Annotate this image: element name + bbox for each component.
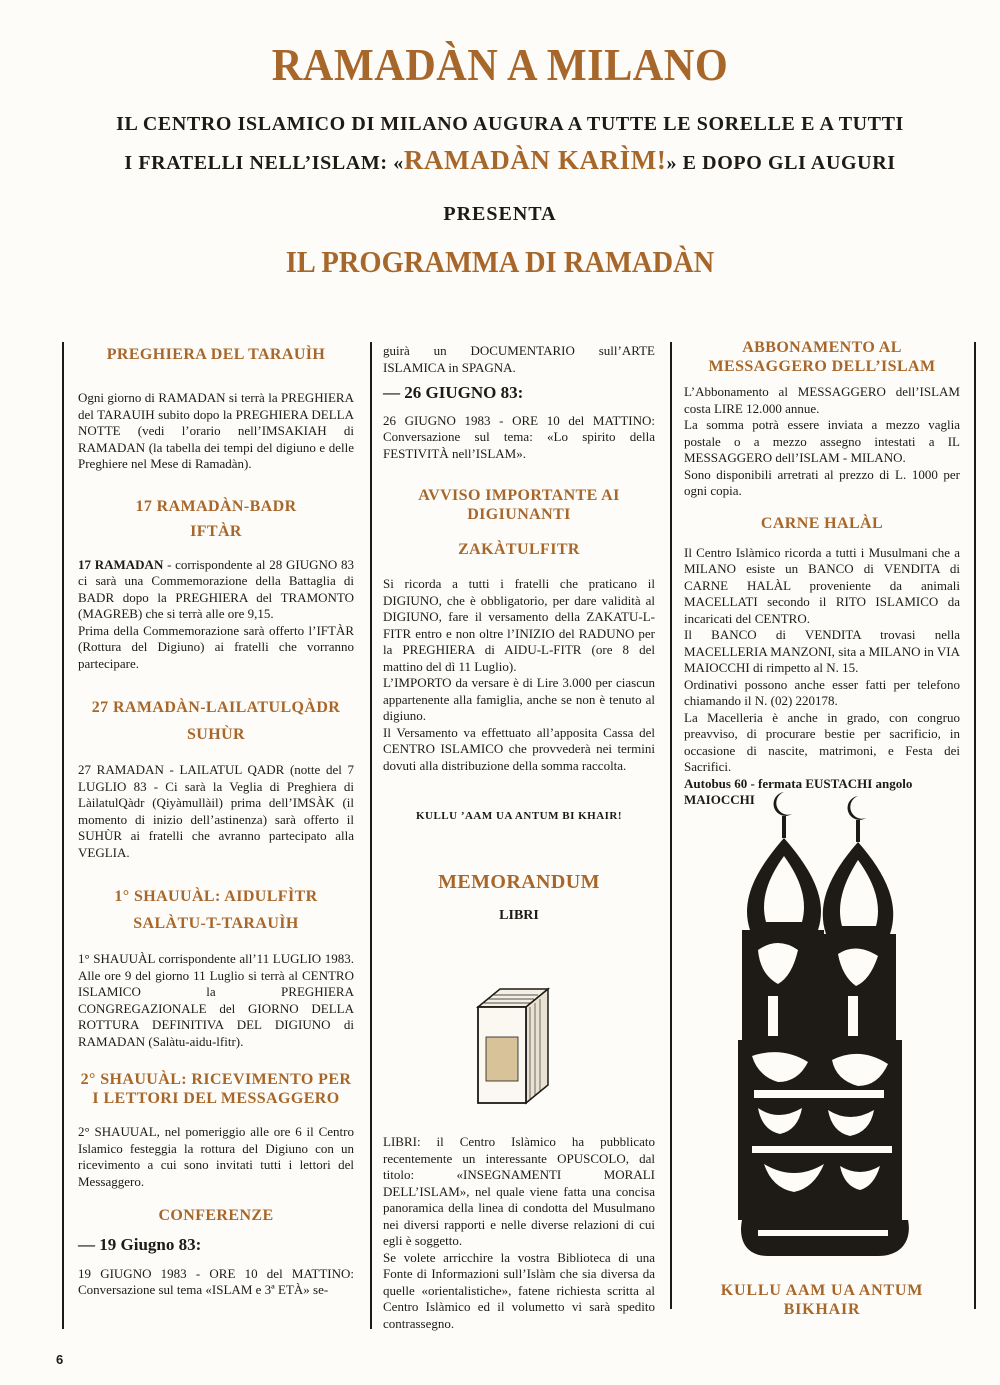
kullu-aam-note: KULLU ’AAM UA ANTUM BI KHAIR! [415, 810, 623, 822]
column-3 [684, 338, 960, 809]
calligraphy-caption: KULLU AAM UA ANTUM BIKHAIR [720, 1282, 924, 1318]
paragraph-conferenza-2: 26 GIUGNO 1983 - ORE 10 del MATTINO: Conversazione sul tema: «Lo spirito della FESTIVITÀ nell’ISLAM». [383, 412, 655, 461]
paragraph-ricevimento: 2° SHAUUAL, nel pomeriggio alle ore 6 il Centro Islamico festeggia la rottura del Digiuno con un ricevimento a cui sono invitati tutti i lettori del Messaggero. [78, 1124, 354, 1189]
heading-preghiera-tarauih: PREGHIERA DEL TARAUÌH [106, 346, 326, 363]
paragraph-aidulfitr: 1° SHAUUÀL corrispondente all’11 LUGLIO 1983. Alle ore 9 del giorno 11 Luglio si terrà al CENTRO ISLAMICO la PREGHIERA CONGREGAZIONALE del GIORNO DELLA ROTTURA DEFINITIVA DEL DIGIUNO di RAMADAN (Salàtu-aidu-lfitr). [78, 951, 354, 1049]
date-26-giugno: — 26 GIUGNO 83: [383, 383, 524, 402]
paragraph-libri-1: LIBRI: il Centro Islàmico ha pubblicato recentemente un interessante OPUSCOLO, dal titolo: «INSEGNAMENTI MORALI DELL’ISLAM», nel quale viene fatta una concisa panoramica della linea di condotta del Musulmano nei diversi rapporti e nelle diverse relazioni di cui egli è soggetto. [383, 1134, 655, 1248]
heading-iftar: IFTÀR [190, 522, 242, 540]
programma-title: IL PROGRAMMA DI RAMADÀN [285, 244, 715, 279]
paragraph-badr-lead: 17 RAMADAN [78, 556, 164, 572]
paragraph-zakat-2: L’IMPORTO da versare è di Lire 3.000 per ciascun appartenente alla famiglia, anche se non è tenuto al digiuno. [383, 675, 655, 723]
heading-salatu-tarauih: SALÀTU-T-TARAUÌH [133, 915, 299, 932]
column-rule-1 [62, 342, 64, 1329]
ramadan-karim: RAMADÀN KARÌM! [403, 145, 667, 175]
column-1 [78, 343, 354, 1299]
greeting-line-1: IL CENTRO ISLAMICO DI MILANO AUGURA A TUTTE LE SORELLE E A TUTTI [116, 113, 904, 135]
heading-suhur: SUHÙR [186, 726, 245, 743]
book-icon [470, 985, 554, 1109]
column-2-lower [383, 1134, 655, 1332]
heading-aidulfitr: 1° SHAUUÀL: AIDULFÌTR [114, 888, 318, 905]
heading-conferenze: CONFERENZE [158, 1207, 274, 1224]
paragraph-halal-1: Il Centro Islàmico ricorda a tutti i Musulmani che a MILANO esiste un BANCO di VENDITA di CARNE HALÀL proveniente da animali MACELLATI secondo il RITO ISLAMICO da incaricati del CENTRO. [684, 544, 960, 626]
paragraph-abbonamento-3: Sono disponibili arretrati al prezzo di L. 1000 per ogni copia. [684, 466, 960, 498]
paragraph-halal-3: Ordinativi possono anche esser fatti per telefono chiamando il N. (02) 220178. [684, 676, 960, 708]
date-19-giugno: — 19 Giugno 83: [78, 1235, 202, 1254]
heading-carne-halal: CARNE HALÀL [760, 514, 884, 532]
calligraphy-mosque [728, 790, 928, 1258]
heading-lailatulqadr: 27 RAMADÀN-LAILATULQÀDR [91, 699, 341, 716]
greeting-line-2 [60, 145, 960, 176]
heading-memorandum: MEMORANDUM [438, 870, 600, 893]
column-rule-3 [670, 342, 672, 1309]
paragraph-abbonamento-1: L’Abbonamento al MESSAGGERO dell’ISLAM costa LIRE 12.000 annue. [684, 384, 960, 416]
column-rule-2 [370, 342, 372, 1329]
paragraph-abbonamento-2: La somma potrà essere inviata a mezzo vaglia postale o a mezzo assegno intestati a IL MESSAGGERO dell’ISLAM - MILANO. [684, 417, 960, 465]
paragraph-zakat-3: Il Versamento va effettuato all’apposita Cassa del CENTRO ISLAMICO che provvederà nei termini dovuti alla distribuzione della somma raccolta. [383, 724, 655, 773]
paragraph-documentario: guirà un DOCUMENTARIO sull’ARTE ISLAMICA in SPAGNA. [383, 343, 655, 375]
greeting-line-2-end: » E DOPO GLI AUGURI [666, 152, 896, 174]
paragraph-halal-2: Il BANCO di VENDITA trovasi nella MACELLERIA MANZONI, sita a MILANO in VIA MAIOCCHI di rimpetto al N. 15. [684, 627, 960, 675]
heading-abbonamento: ABBONAMENTO AL MESSAGGERO DELL’ISLAM [708, 339, 936, 375]
paragraph-badr: 17 RAMADAN - corrispondente al 28 GIUGNO 83 ci sarà una Commemorazione della Battaglia di BADR dopo la PREGHIERA del TRAMONTO (MAGREB) che si terrà alle ore 9,15. [78, 556, 354, 621]
presenta-label: PRESENTA [443, 203, 557, 225]
paragraph-iftar: Prima della Commemorazione sarà offerto l’IFTÀR (Rottura del Digiuno) ai fratelli che vorranno partecipare. [78, 622, 354, 671]
heading-badr: 17 RAMADÀN-BADR [135, 497, 297, 515]
column-rule-4 [974, 342, 976, 1309]
column-2 [383, 343, 655, 924]
paragraph-autobus: Autobus 60 - fermata EUSTACHI angolo MAIOCCHI [684, 775, 913, 807]
paragraph-conferenza-1: 19 GIUGNO 1983 - ORE 10 del MATTINO: Conversazione sul tema «ISLAM e 3ª ETÀ» se- [78, 1265, 354, 1297]
paragraph-zakat-1: Si ricorda a tutti i fratelli che praticano il DIGIUNO, che è obbligatorio, per dare validità al DIGIUNO, fare il versamento della ZAKATU-L-FITR entro e non oltre l’INIZIO del RADUNO per la PREGHIERA di AIDU-L-FITR (ore 8 del mattino del dì 11 Luglio). [383, 576, 655, 674]
page-title: RAMADÀN A MILANO [271, 39, 729, 90]
heading-libri: LIBRI [499, 907, 539, 923]
greeting-line-2-start: I FRATELLI NELL’ISLAM: « [124, 152, 404, 174]
heading-ricevimento: 2° SHAUUÀL: RICEVIMENTO PER I LETTORI DEL MESSAGGERO [80, 1071, 352, 1107]
paragraph-tarauih: Ogni giorno di RAMADAN si terrà la PREGHIERA del TARAUIH subito dopo la PREGHIERA DELLA NOTTE (vedi l’orario nell’IMSAKIAH di RAMADAN (la tabella dei tempi del digiuno e delle Preghiere nel Mese di Ramadàn). [78, 390, 354, 471]
heading-avviso: AVVISO IMPORTANTE AI DIGIUNANTI [418, 487, 620, 523]
page-number: 6 [56, 1352, 64, 1367]
paragraph-halal-4: La Macelleria è anche in grado, con congruo preavviso, di procurare bestie per sacrificio, in occasione di nascite, matrimoni, e Festa dei Sacrifici. [684, 709, 960, 774]
paragraph-lailatulqadr: 27 RAMADAN - LAILATUL QADR (notte del 7 LUGLIO 83 - Ci sarà la Veglia di Preghiera di LàilatulQàdr (Qiyàmullàil) prima dell’IMSÀK (il momento di inizio dell’astinenza) sarà offerto il SUHÙR ai fratelli che avranno partecipato alla VEGLIA. [78, 762, 354, 860]
heading-zakatulfitr: ZAKÀTULFITR [458, 541, 580, 558]
paragraph-libri-2: Se volete arricchire la vostra Biblioteca di una Fonte di Informazioni sull’Islàm che sia diversa da quelle «orientalistiche», fatene richiesta scritta al Centro Islàmico ed il volumetto vi sarà spedito contrassegno. [383, 1249, 655, 1331]
